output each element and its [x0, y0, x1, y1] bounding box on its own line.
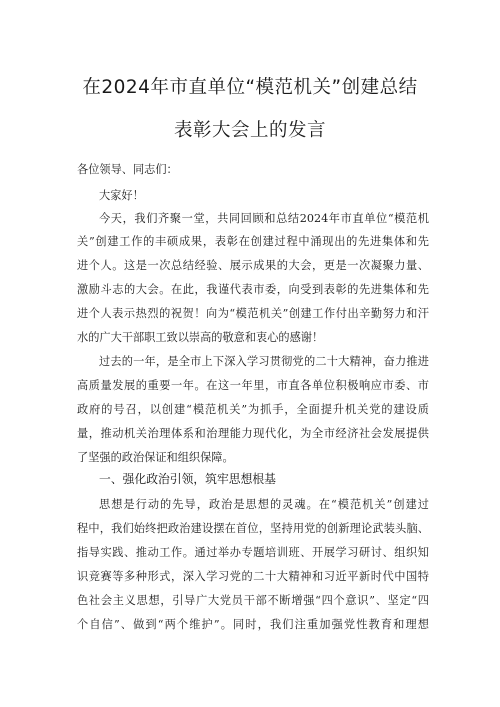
- paragraph-2-line: 过去的一年，是全市上下深入学习贯彻党的二十大精神，奋力推进: [99, 355, 429, 368]
- salutation: 各位领导、同志们：: [77, 163, 178, 176]
- paragraph-2-line: 量，推动机关治理体系和治理能力现代化，为全市经济社会发展提供: [77, 427, 429, 440]
- paragraph-2-line: 政府的号召，以创建“模范机关”为抓手，全面提升机关党的建设质: [77, 403, 429, 416]
- paragraph-1-line: 水的广大干部职工致以崇高的敬意和衷心的感谢！: [77, 331, 324, 344]
- section-heading: 一、强化政治引领，筑牢思想根基: [99, 472, 276, 486]
- paragraph-3-line: 指导实践、推动工作。通过举办专题培训班、开展学习研讨、组织知: [77, 546, 429, 559]
- paragraph-1-line: 进个人表示热烈的祝贺！向为“模范机关”创建工作付出辛勤努力和汗: [77, 307, 429, 320]
- paragraph-3-line: 识竞赛等多种形式，深入学习党的二十大精神和习近平新时代中国特: [77, 570, 429, 583]
- greeting: 大家好！: [99, 189, 144, 202]
- paragraph-1-line: 今天，我们齐聚一堂，共同回顾和总结2024年市直单位“模范机: [99, 212, 429, 225]
- paragraph-3-line: 个自信”、做到“两个维护”。同时，我们注重加强党性教育和理想: [77, 618, 429, 631]
- paragraph-2-line: 了坚强的政治保证和组织保障。: [77, 451, 234, 464]
- paragraph-3-line: 程中，我们始终把政治建设摆在首位，坚持用党的创新理论武装头脑、: [77, 522, 429, 535]
- paragraph-3-line: 思想是行动的先导，政治是思想的灵魂。在“模范机关”创建过: [99, 498, 429, 511]
- paragraph-2-line: 高质量发展的重要一年。在这一年里，市直各单位积极响应市委、市: [77, 379, 429, 392]
- paragraph-1-line: 关”创建工作的丰硕成果，表彰在创建过程中涌现出的先进集体和先: [77, 235, 429, 248]
- paragraph-3-line: 色社会主义思想，引导广大党员干部不断增强“四个意识”、坚定“四: [77, 594, 429, 607]
- paragraph-1-line: 进个人。这是一次总结经验、展示成果的大会，更是一次凝聚力量、: [77, 259, 429, 272]
- paragraph-1-line: 激励斗志的大会。在此，我谨代表市委，向受到表彰的先进集体和先: [77, 283, 429, 296]
- document-title-line-1: 在2024年市直单位“模范机关”创建总结: [82, 77, 418, 98]
- document-title-line-2: 表彰大会上的发言: [173, 120, 326, 141]
